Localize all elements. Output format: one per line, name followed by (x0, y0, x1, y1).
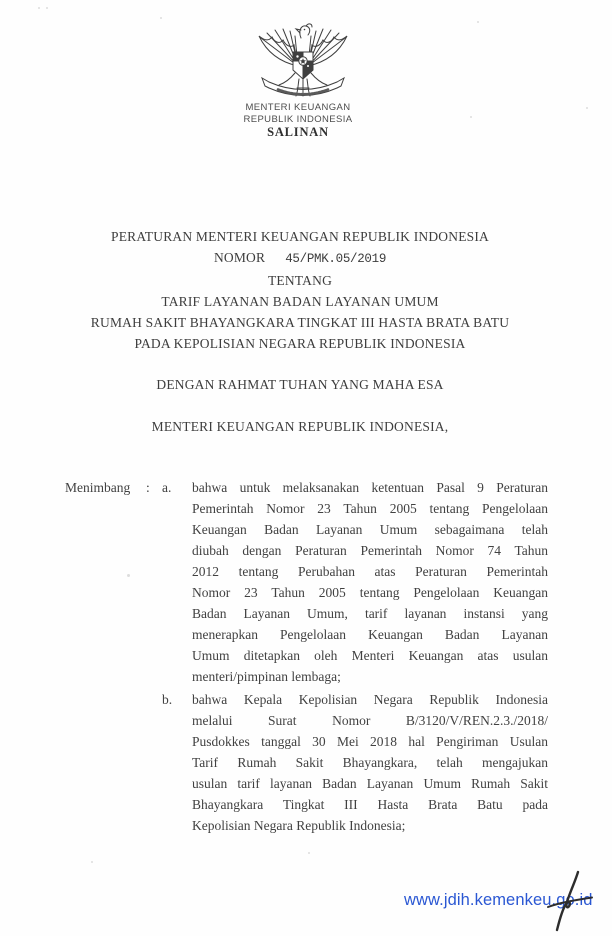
consideration-paragraph (192, 477, 548, 687)
scan-speck (127, 574, 130, 577)
ministry-name-line1: MENTERI KEUANGAN (245, 102, 351, 113)
item-marker: a. (162, 480, 172, 495)
scan-speck (308, 852, 310, 854)
subject-line-1: TARIF LAYANAN BADAN LAYANAN UMUM (161, 294, 439, 309)
scan-speck (46, 7, 48, 9)
considerations-list (162, 477, 548, 836)
consideration-item-a (162, 477, 548, 687)
scan-speck (160, 17, 162, 19)
consideration-paragraph (192, 689, 548, 836)
scan-speck (586, 107, 588, 109)
regulation-number-line (0, 247, 600, 270)
subject-line-2: RUMAH SAKIT BHAYANGKARA TINGKAT III HASTA BRATA BATU (90, 315, 510, 330)
letterhead (0, 102, 596, 139)
paragraph-line: Bhayangkara Tingkat III Hasta Brata Batu pada (192, 797, 548, 812)
considerations-section (65, 477, 548, 836)
paragraph-line: bahwa Kepala Kepolisian Negara Republik Indonesia (192, 692, 548, 707)
subject-line-3: PADA KEPOLISIAN NEGARA REPUBLIK INDONESIA (134, 336, 466, 351)
paragraph-line: 2012 tentang Perubahan atas Peraturan Pemerintah (192, 564, 548, 579)
paragraph-line: Badan Layanan Umum, tarif layanan instansi yang (192, 606, 548, 621)
paragraph-line: Umum ditetapkan oleh Menteri Keuangan atas usulan (192, 648, 548, 663)
handwritten-initial-mark-icon (540, 860, 602, 936)
jdih-watermark-link[interactable]: www.jdih.kemenkeu.go.id (404, 891, 593, 909)
paragraph-line: menteri/pimpinan lembaga; (192, 669, 341, 684)
scan-speck (470, 116, 472, 118)
item-marker: b. (162, 692, 173, 707)
paragraph-line: usulan tarif layanan Badan Layanan Umum Rumah Sakit (192, 776, 548, 791)
issuer-line: MENTERI KEUANGAN REPUBLIK INDONESIA, (151, 419, 449, 434)
regulation-heading: PERATURAN MENTERI KEUANGAN REPUBLIK INDONESIA (111, 229, 489, 244)
nomor-value: 45/PMK.05/2019 (285, 252, 387, 266)
paragraph-line: Pusdokkes tanggal 30 Mei 2018 hal Pengiriman Usulan (192, 734, 548, 749)
regulation-title-block (0, 226, 600, 354)
menimbang-label: Menimbang (65, 480, 131, 495)
paragraph-line: Keuangan Badan Layanan Umum sebagaimana telah (192, 522, 548, 537)
paragraph-line: Nomor 23 Tahun 2005 tentang Pengelolaan Keuangan (192, 585, 548, 600)
paragraph-line: Tarif Rumah Sakit Bhayangkara, telah mengajukan (192, 755, 548, 770)
menimbang-separator: : (146, 480, 150, 495)
paragraph-line: Pemerintah Nomor 23 Tahun 2005 tentang Pengelolaan (192, 501, 548, 516)
scan-speck (38, 7, 40, 9)
invocation-line: DENGAN RAHMAT TUHAN YANG MAHA ESA (156, 377, 444, 392)
scan-speck (477, 21, 479, 23)
salinan-copy-stamp: SALINAN (267, 125, 329, 139)
ministry-name-line2: REPUBLIK INDONESIA (243, 113, 353, 125)
tentang-label: TENTANG (267, 273, 333, 288)
consideration-item-b (162, 689, 548, 836)
paragraph-line: melalui Surat Nomor B/3120/V/REN.2.3./2018/ (192, 713, 548, 728)
nomor-label: NOMOR (213, 250, 266, 265)
paragraph-line: diubah dengan Peraturan Pemerintah Nomor 74 Tahun (192, 543, 548, 558)
paragraph-line: Kepolisian Negara Republik Indonesia; (192, 818, 406, 833)
scan-speck (91, 861, 93, 863)
garuda-pancasila-emblem-icon (256, 22, 350, 102)
paragraph-line: bahwa untuk melaksanakan ketentuan Pasal 9 Peraturan (192, 480, 548, 495)
paragraph-line: menerapkan Pengelolaan Keuangan Badan Layanan (192, 627, 548, 642)
